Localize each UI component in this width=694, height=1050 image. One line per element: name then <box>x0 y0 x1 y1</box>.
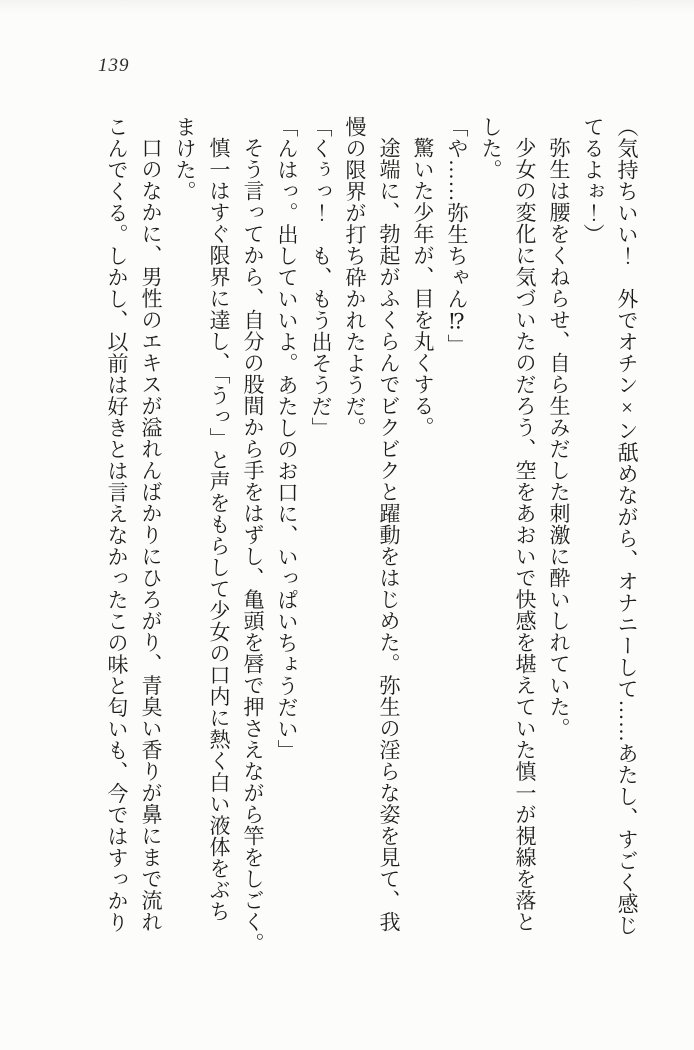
text-line: 弥生は腰をくねらせ、自ら生みだした刺激に酔いしれていた。 <box>547 137 571 739</box>
text-line: した。 <box>479 116 503 181</box>
text-line: そう言ってから、自分の股間から手をはずし、亀頭を唇で押さえながら竿をしごく。 <box>241 137 265 954</box>
text-line: 「や……弥生ちゃん⁉」 <box>445 116 469 356</box>
vertical-text-block <box>100 116 644 964</box>
text-line: こんでくる。しかし、以前は好きとは言えなかったこの味と匂いも、今ではすっかり <box>105 116 129 933</box>
text-line: 慢の限界が打ち砕かれたようだ。 <box>343 116 367 439</box>
text-line: てるよぉ！） <box>581 116 605 245</box>
text-line: 「くぅっ！ も、もう出そうだ」 <box>309 116 333 439</box>
page-number: 139 <box>98 55 130 76</box>
text-line: まけた。 <box>173 116 197 202</box>
text-line: 少女の変化に気づいたのだろう、空をあおいで快感を堪えていた慎一が視線を落と <box>513 137 537 933</box>
text-line: （気持ちいい！ 外でオチン×ン舐めながら、オナニーして……あたし、すごく感じ <box>615 116 639 936</box>
text-line: 口のなかに、男性のエキスが溢れんばかりにひろがり、青臭い香りが鼻にまで流れ <box>139 137 163 933</box>
text-line: 驚いた少年が、目を丸くする。 <box>411 137 435 438</box>
text-line: 「んはっ。出していいよ。あたしのお口に、いっぱいちょうだい」 <box>275 116 299 761</box>
text-line: 慎一はすぐ限界に達し、「うっ」と声をもらして少女の口内に熱く白い液体をぶち <box>207 137 231 922</box>
text-line: 途端に、勃起がふくらんでビクビクと躍動をはじめた。弥生の淫らな姿を見て、我 <box>377 137 401 933</box>
